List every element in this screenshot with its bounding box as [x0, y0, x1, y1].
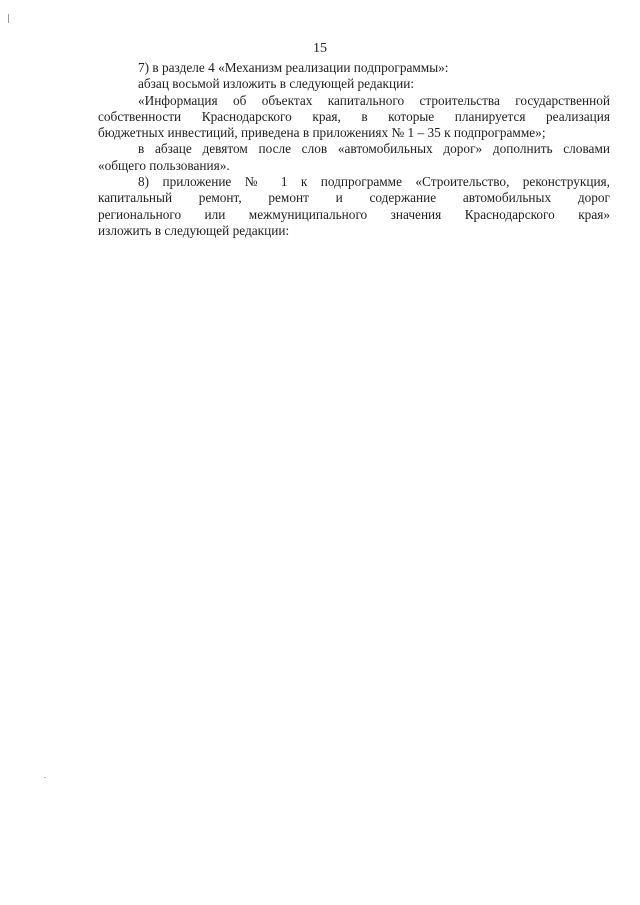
paragraph-abzac-8-instruction: абзац восьмой изложить в следующей редакции: [138, 76, 415, 92]
scan-speck [44, 777, 46, 778]
paragraph-quoted-information [98, 93, 610, 142]
quoted-information-line: собственности Краснодарского края, в которые планируется реализация [98, 108, 610, 124]
quoted-information-line: бюджетных инвестиций, приведена в приложениях № 1 – 35 к подпрограмме»; [98, 125, 546, 141]
document-body [98, 60, 610, 239]
appendix-1-line: изложить в следующей редакции: [98, 222, 290, 238]
paragraph-section-4-item-7: 7) в разделе 4 «Механизм реализации подпрограммы»: [138, 60, 449, 75]
abzac-9-line: в абзаце девятом после слов «автомобильных дорог» дополнить словами [138, 141, 610, 157]
paragraph-abzac-9-addition [98, 141, 610, 174]
quoted-information-line: «Информация об объектах капитального строительства государственной [138, 92, 610, 108]
appendix-1-line: 8) приложение № 1 к подпрограмме «Строительство, реконструкция, [138, 174, 610, 190]
abzac-9-line: «общего пользования». [98, 157, 230, 173]
paragraph-appendix-1-item-8 [98, 174, 610, 239]
appendix-1-line: регионального или межмуниципального значения Краснодарского края» [98, 206, 610, 222]
page-number: 15 [313, 41, 327, 56]
scan-edge-mark [8, 14, 9, 23]
appendix-1-line: капитальный ремонт, ремонт и содержание автомобильных дорог [98, 190, 610, 206]
